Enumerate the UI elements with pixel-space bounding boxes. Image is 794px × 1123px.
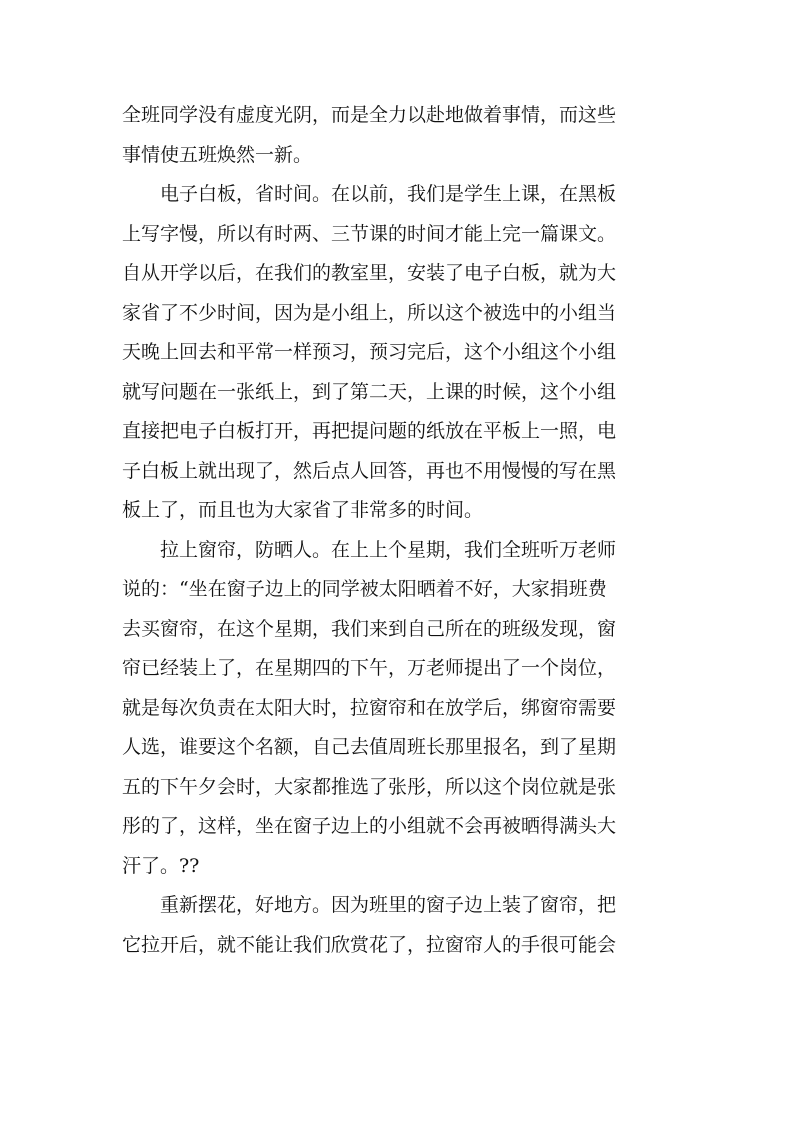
paragraph-start-line: 电子白板，省时间。在以前，我们是学生上课，在黑板 xyxy=(122,183,617,205)
text-line: 它拉开后，就不能让我们欣赏花了，拉窗帘人的手很可能会 xyxy=(122,933,617,956)
text-line: 家省了不少时间，因为是小组上，所以这个被选中的小组当 xyxy=(122,301,617,324)
text-line: 天晚上回去和平常一样预习，预习完后，这个小组这个小组 xyxy=(122,341,617,363)
text-line: 说的：“坐在窗子边上的同学被太阳晒着不好，大家捐班费 xyxy=(122,578,607,600)
paragraph-start-line: 重新摆花，好地方。因为班里的窗子边上装了窗帘，把 xyxy=(122,894,617,916)
body-text xyxy=(122,96,682,965)
text-line: 事情使五班焕然一新。 xyxy=(122,143,313,166)
paragraph-start-line: 拉上窗帘，防晒人。在上上个星期，我们全班听万老师 xyxy=(122,538,617,561)
text-line: 去买窗帘，在这个星期，我们来到自己所在的班级发现，窗 xyxy=(122,617,617,640)
text-line: 子白板上就出现了，然后点人回答，再也不用慢慢的写在黑 xyxy=(122,459,617,482)
text-line: 上写字慢，所以有时两、三节课的时间才能上完一篇课文。 xyxy=(122,222,617,245)
text-line: 自从开学以后，在我们的教室里，安装了电子白板，就为大 xyxy=(122,262,617,284)
text-line: 汗了。?? xyxy=(122,854,200,877)
text-line: 板上了，而且也为大家省了非常多的时间。 xyxy=(122,499,484,521)
text-line: 就写问题在一张纸上，到了第二天，上课的时候，这个小组 xyxy=(122,380,617,403)
text-line: 人选，谁要这个名额，自己去值周班长那里报名，到了星期 xyxy=(122,736,617,758)
text-line: 五的下午夕会时，大家都推选了张彤，所以这个岗位就是张 xyxy=(122,775,617,798)
text-line: 全班同学没有虚度光阴，而是全力以赴地做着事情，而这些 xyxy=(122,104,617,126)
text-line: 帘已经装上了，在星期四的下午，万老师提出了一个岗位， xyxy=(122,657,617,679)
text-line: 就是每次负责在太阳大时，拉窗帘和在放学后，绑窗帘需要 xyxy=(122,696,617,719)
text-line: 彤的了，这样，坐在窗子边上的小组就不会再被晒得满头大 xyxy=(122,815,617,837)
text-line: 直接把电子白板打开，再把提问题的纸放在平板上一照，电 xyxy=(122,420,617,442)
